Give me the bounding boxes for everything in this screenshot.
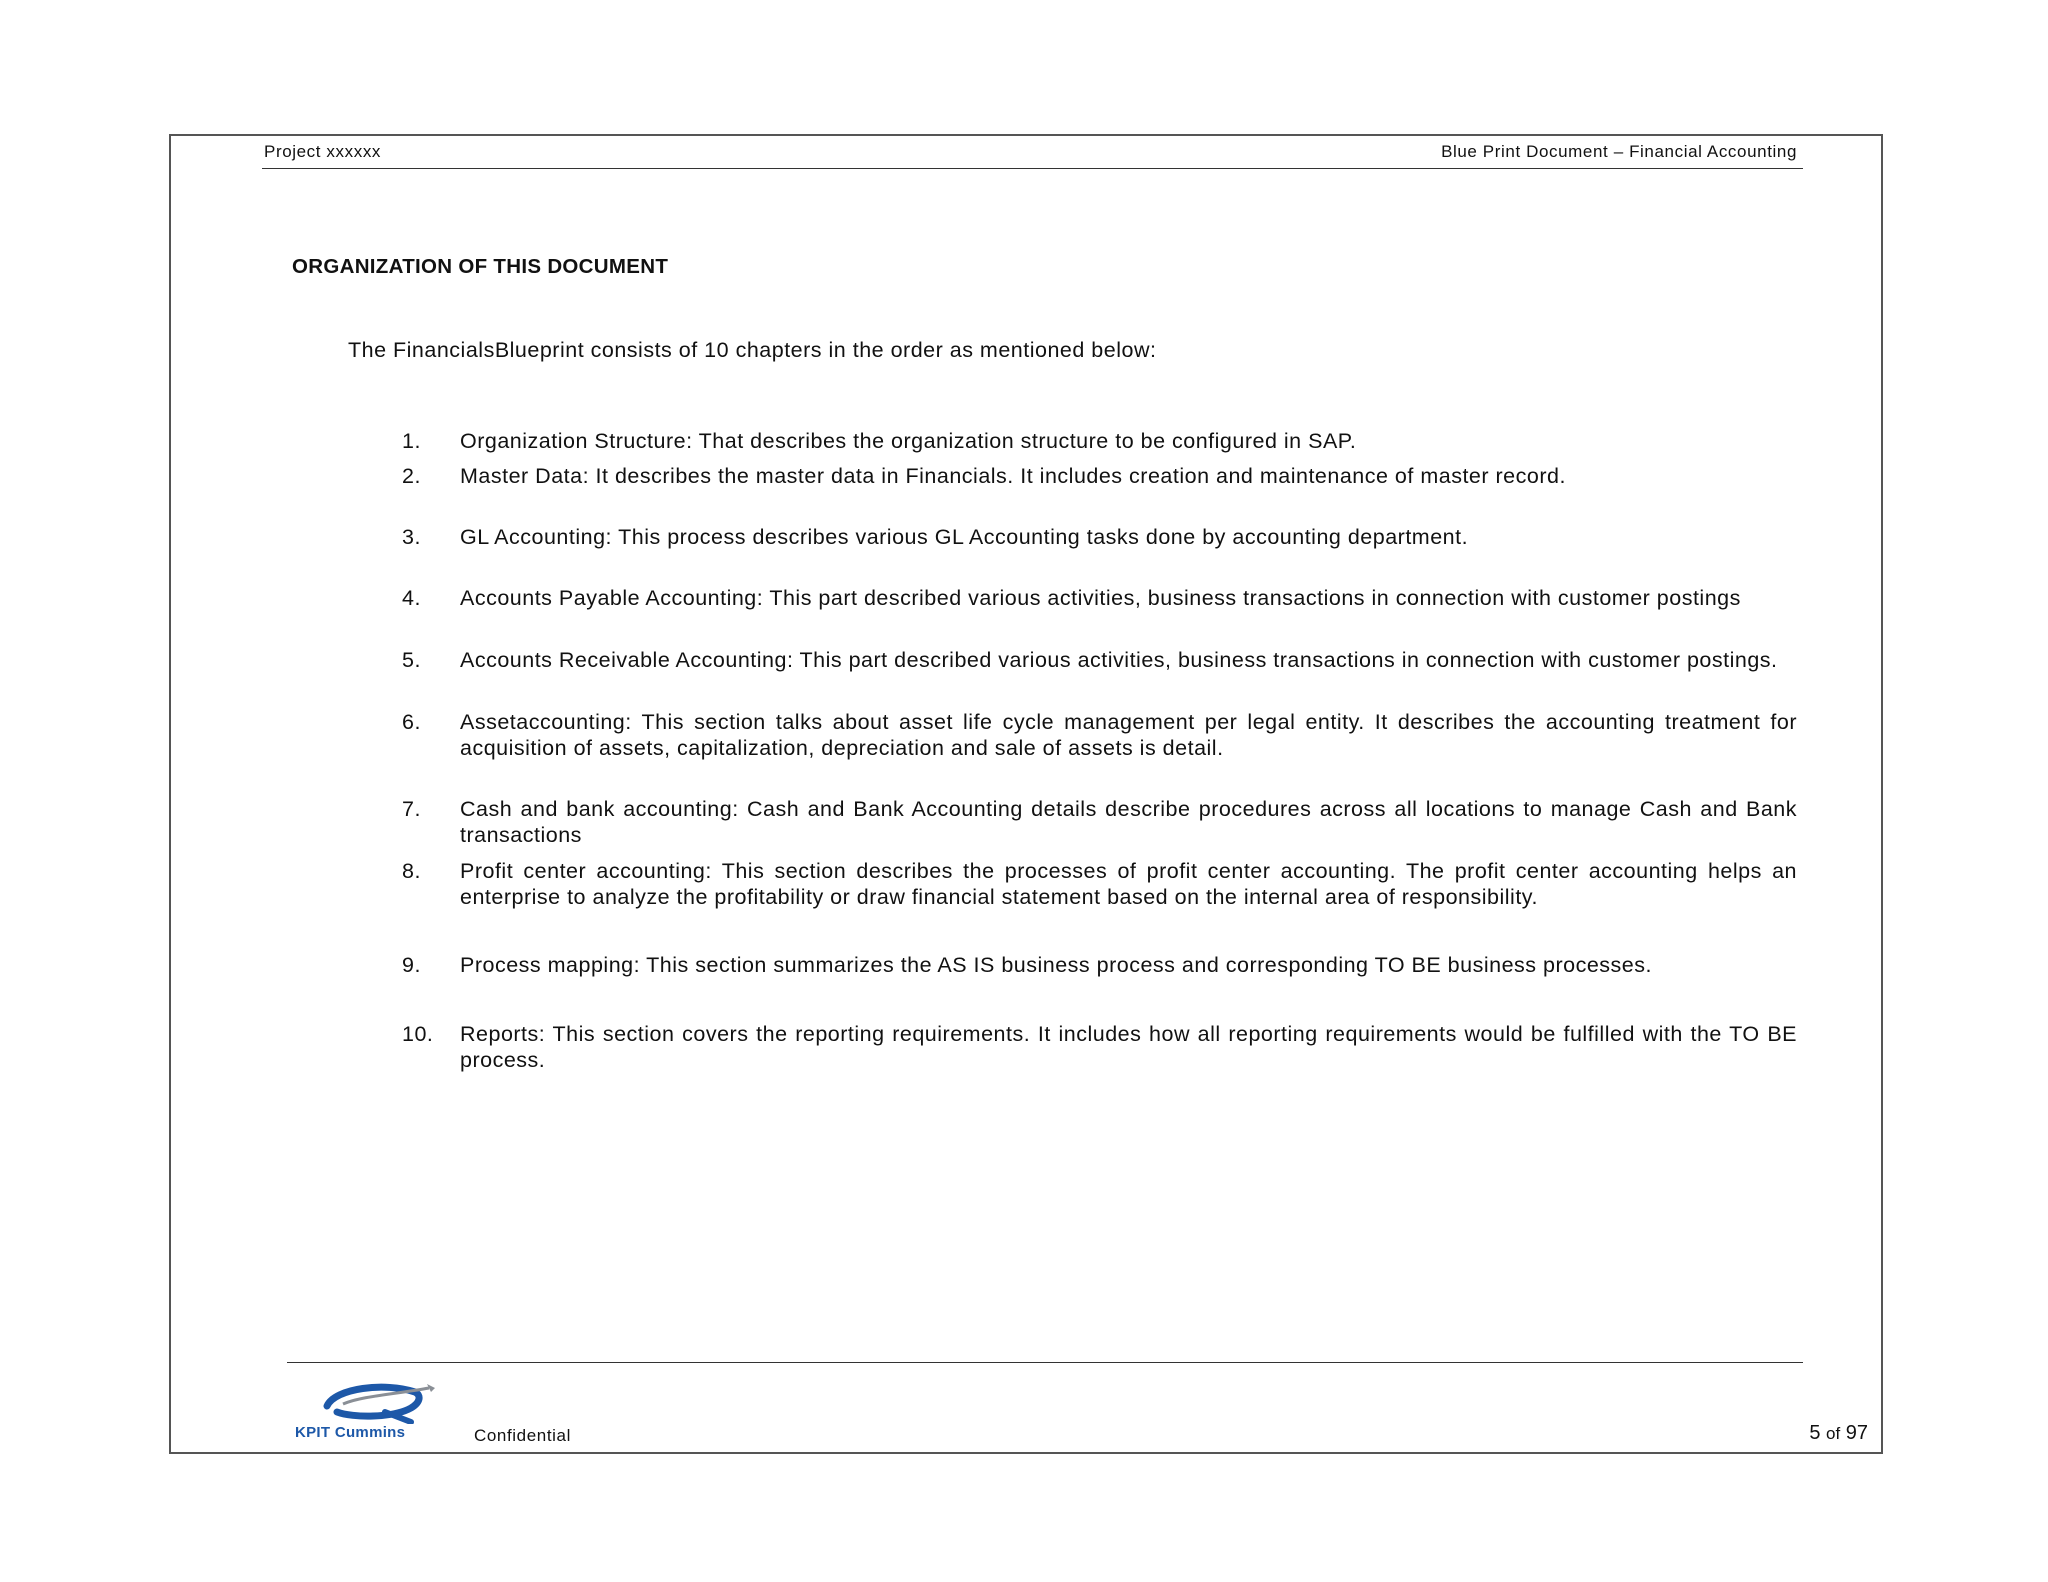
list-item-number: 1. [402,429,421,453]
list-item-number: 7. [402,797,421,821]
list-item-number: 5. [402,648,421,672]
list-item-text: Reports: This section covers the reporting requirements. It includes how all reporting requirements would be fulfilled with the TO BE process. [460,1022,1797,1072]
list-item-number: 9. [402,953,421,977]
list-item [402,859,1797,910]
logo-swoosh-icon [315,1378,465,1424]
list-item [402,953,1797,979]
list-item-number: 6. [402,710,421,734]
list-item-text: Organization Structure: That describes the organization structure to be configured in SAP. [460,429,1357,453]
confidential-label: Confidential [474,1426,571,1445]
list-item [402,648,1797,674]
list-item-number: 4. [402,586,421,610]
page-number [1809,1422,1868,1445]
company-logo [293,1378,473,1446]
page-of-label: of [1826,1424,1841,1443]
list-item-text: Master Data: It describes the master data in Financials. It includes creation and maintenance of master record. [460,464,1566,488]
page-current: 5 [1809,1422,1821,1444]
list-item [402,1022,1797,1073]
list-item-text: Process mapping: This section summarizes the AS IS business process and corresponding TO BE business processes. [460,953,1652,977]
list-item [402,586,1797,612]
list-item [402,525,1797,551]
footer-divider [287,1362,1803,1363]
list-item [402,464,1797,490]
page-header [262,140,1803,169]
header-document-title: Blue Print Document – Financial Accounting [1441,142,1797,161]
logo-text: KPIT Cummins [295,1424,406,1441]
list-item-number: 8. [402,859,421,883]
section-title: ORGANIZATION OF THIS DOCUMENT [292,255,669,278]
list-item-text: Cash and bank accounting: Cash and Bank Accounting details describe procedures across all locations to manage Cash and Bank transactions [460,797,1797,847]
list-item-text: Accounts Payable Accounting: This part described various activities, business transactions in connection with customer postings [460,586,1741,610]
list-item-text: GL Accounting: This process describes various GL Accounting tasks done by accounting department. [460,525,1469,549]
page-frame [169,134,1883,1454]
list-item [402,429,1797,455]
intro-paragraph: The FinancialsBlueprint consists of 10 chapters in the order as mentioned below: [348,338,1157,362]
header-project: Project xxxxxx [264,142,382,161]
page-total: 97 [1845,1422,1868,1444]
list-item-text: Profit center accounting: This section describes the processes of profit center accounting. The profit center accounting helps an enterprise to analyze the profitability or draw financial statement based on the internal area of responsibility. [460,859,1797,909]
list-item-text: Accounts Receivable Accounting: This part described various activities, business transactions in connection with customer postings. [460,648,1778,672]
list-item [402,797,1797,848]
list-item-number: 3. [402,525,421,549]
list-item [402,710,1797,761]
list-item-number: 10. [402,1022,434,1046]
list-item-text: Assetaccounting: This section talks about asset life cycle management per legal entity. It describes the accounting treatment for acquisition of assets, capitalization, depreciation and sale of assets is detail. [460,710,1797,760]
list-item-number: 2. [402,464,421,488]
